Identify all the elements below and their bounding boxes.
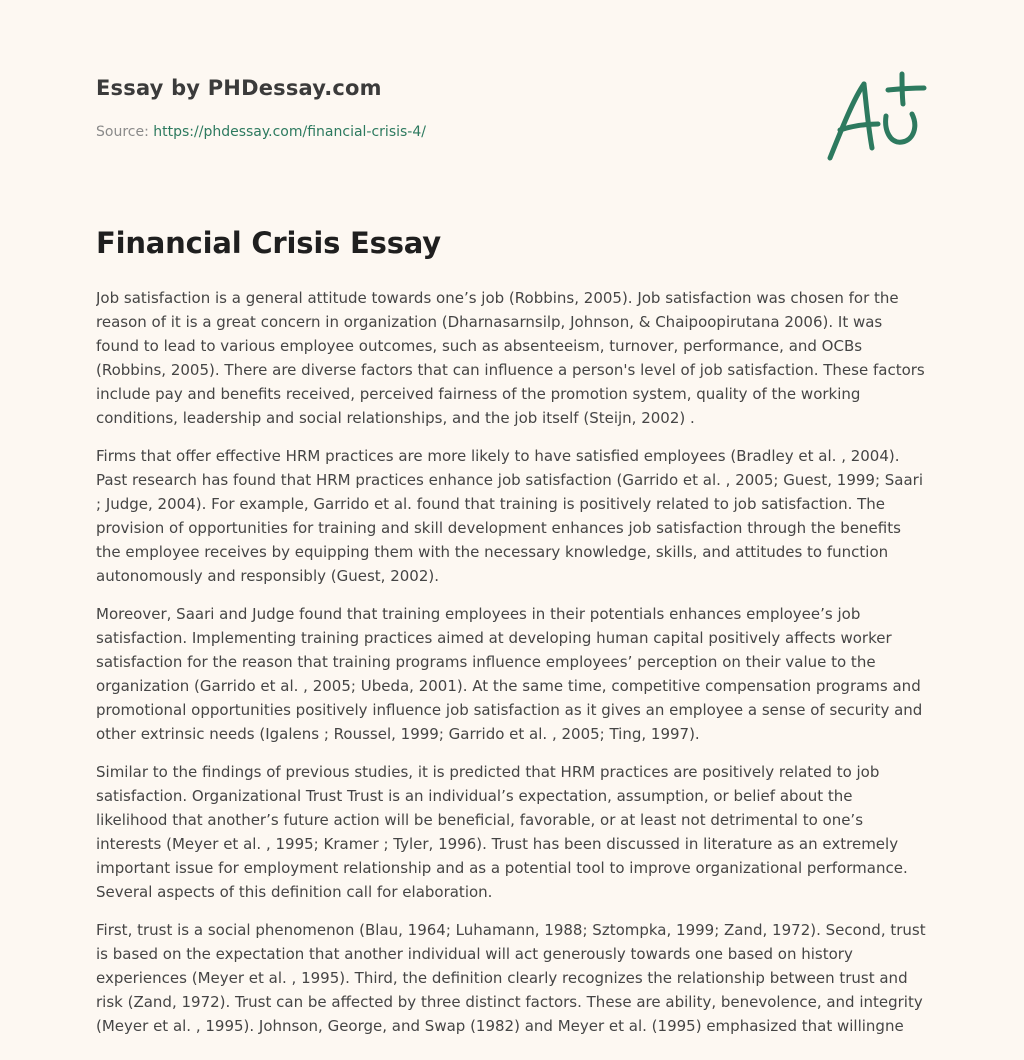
- source-line: [96, 124, 426, 140]
- source-label: Source:: [96, 124, 154, 140]
- paragraph-4: Similar to the findings of previous studies, it is predicted that HRM practices are positively related to job satisfaction. Organizational Trust Trust is an individual’s expectation, assumption, or belief about the likelihood that another’s future action will be beneficial, favorable, or at least not detrimental to one’s interests (Meyer et al. , 1995; Kramer ; Tyler, 1996). Trust has been discussed in literature as an extremely important issue for employment relationship and as a potential tool to improve organizational performance. Several aspects of this definition call for elaboration.: [96, 763, 908, 901]
- paragraph-1: Job satisfaction is a general attitude towards one’s job (Robbins, 2005). Job satisfaction was chosen for the reason of it is a great concern in organization (Dharnasarnsilp, Johnson, & Chaipoopirutana 2006). It was found to lead to various employee outcomes, such as absenteeism, turnover, performance, and OCBs (Robbins, 2005). There are diverse factors that can influence a person's level of job satisfaction. These factors include pay and benefits received, perceived fairness of the promotion system, quality of the working conditions, leadership and social relationships, and the job itself (Steijn, 2002) .: [96, 289, 925, 427]
- a-plus-logo-icon: [820, 68, 930, 164]
- paragraph-3: Moreover, Saari and Judge found that training employees in their potentials enhances employee’s job satisfaction. Implementing training practices aimed at developing human capital positively affects worker satisfaction for the reason that training programs influence employees’ perception on their value to the organization (Garrido et al. , 2005; Ubeda, 2001). At the same time, competitive compensation programs and promotional opportunities positively influence job satisfaction as it gives an employee a sense of security and other extrinsic needs (Igalens ; Roussel, 1999; Garrido et al. , 2005; Ting, 1997).: [96, 605, 923, 743]
- paragraph-5: First, trust is a social phenomenon (Blau, 1964; Luhamann, 1988; Sztompka, 1999; Zand, 1972). Second, trust is based on the expectation that another individual will act generously towards one based on history experiences (Meyer et al. , 1995). Third, the definition clearly recognizes the relationship between trust and risk (Zand, 1972). Trust can be affected by three distinct factors. These are ability, benevolence, and integrity (Meyer et al. , 1995). Johnson, George, and Swap (1982) and Meyer et al. (1995) emphasized that willingne: [96, 921, 926, 1035]
- article-body: [96, 286, 928, 1046]
- paragraph-2: Firms that offer effective HRM practices are more likely to have satisfied employees (Bradley et al. , 2004). Past research has found that HRM practices enhance job satisfaction (Garrido et al. , 2005; Guest, 1999; Saari ; Judge, 2004). For example, Garrido et al. found that training is positively related to job satisfaction. The provision of opportunities for training and skill development enhances job satisfaction through the benefits the employee receives by equipping them with the necessary knowledge, skills, and attitudes to function autonomously and responsibly (Guest, 2002).: [96, 447, 924, 585]
- article-title: Financial Crisis Essay: [96, 226, 441, 260]
- site-brand: Essay by PHDessay.com: [96, 76, 382, 100]
- source-link[interactable]: https://phdessay.com/financial-crisis-4/: [153, 124, 426, 140]
